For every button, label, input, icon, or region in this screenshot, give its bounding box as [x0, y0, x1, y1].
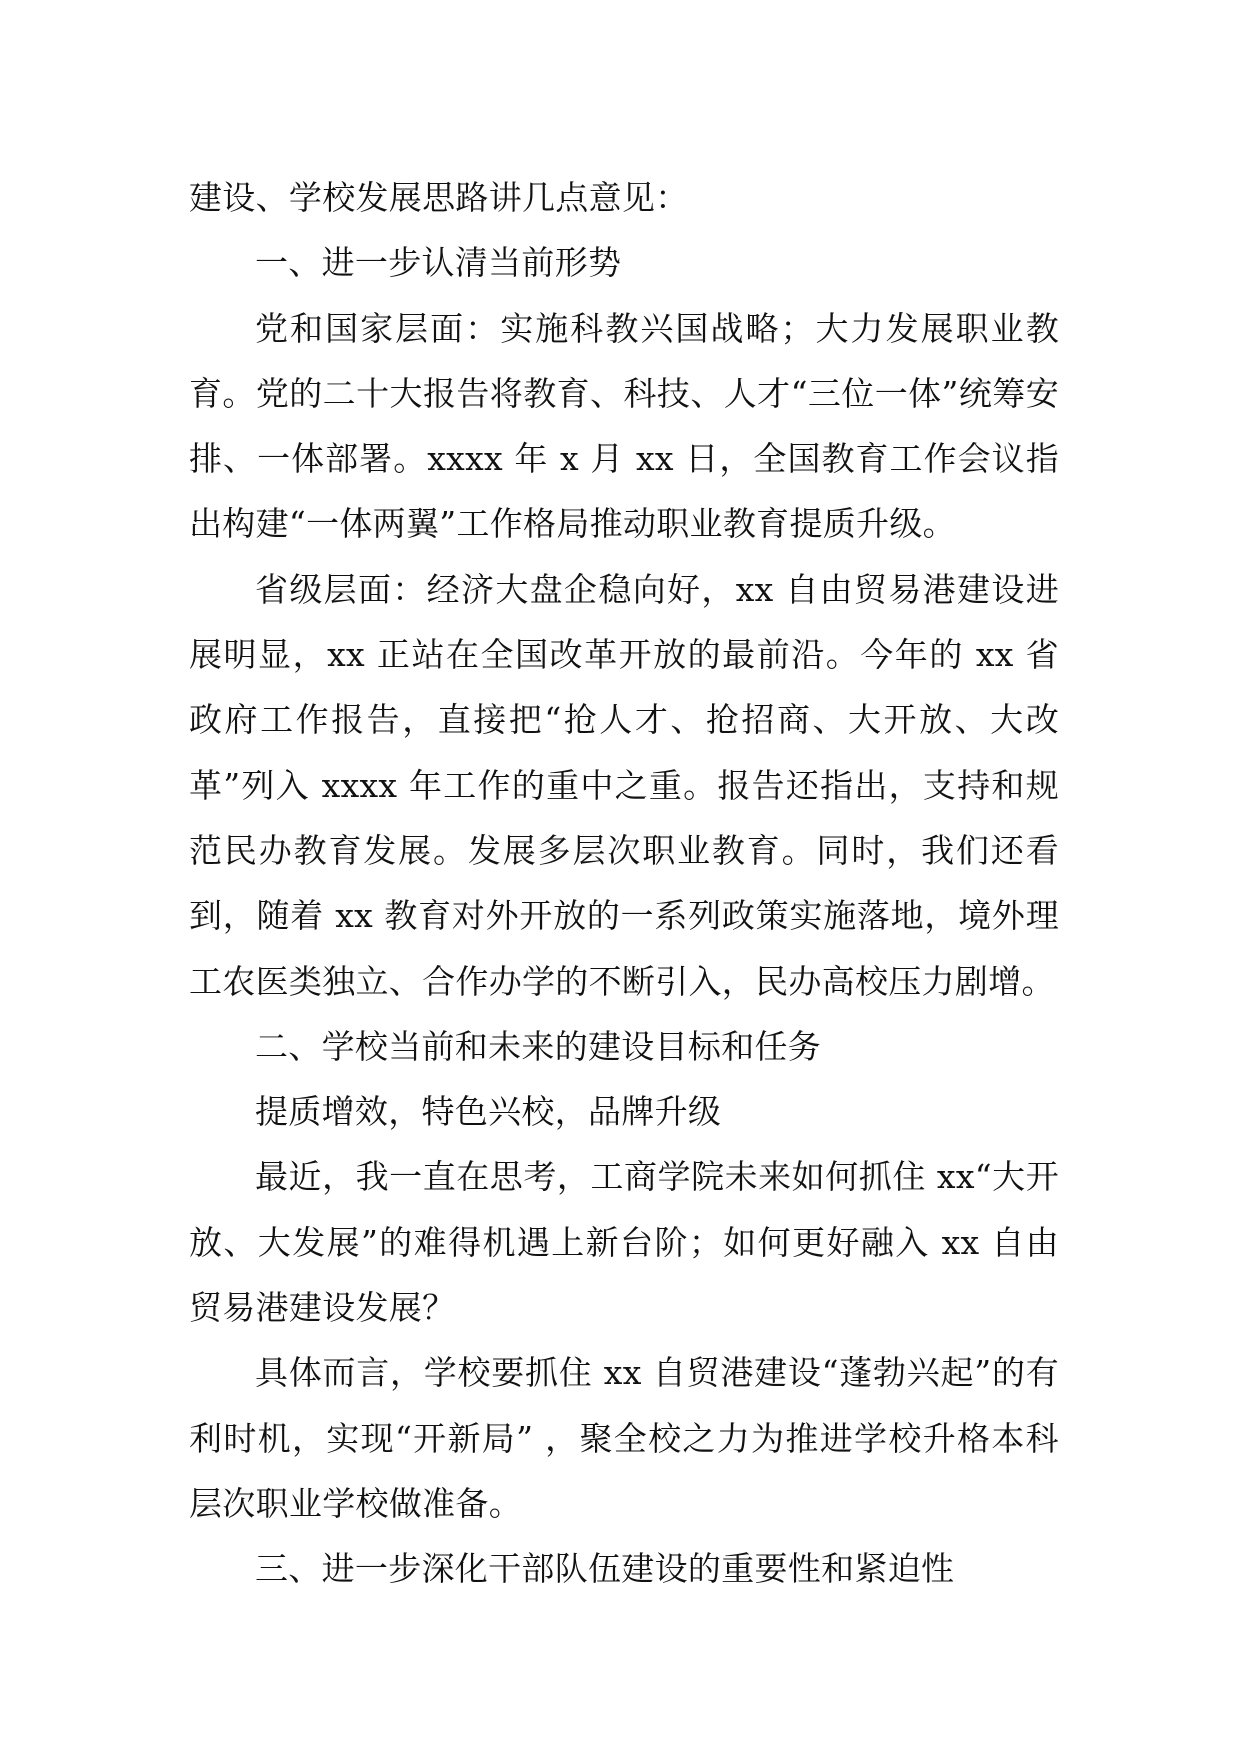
section-heading-1: 一、进一步认清当前形势	[255, 243, 622, 283]
paragraph-provincial-level: 省级层面：经济大盘企稳向好，xx 自由贸易港建设进展明显，xx 正站在全国改革开放的最前沿。今年的 xx 省政府工作报告，直接把“抢人才、抢招商、大开放、大改革”列入 xxxx 年工作的重中之重。报告还指出，支持和规范民办教育发展。发展多层次职业教育。同时，我们还看到，随着 xx 教育对外开放的一系列政策实施落地，境外理工农医类独立、合作办学的不断引入，民办高校压力剧增。	[189, 569, 1059, 1001]
paragraph-thinking: 最近，我一直在思考，工商学院未来如何抓住 xx“大开放、大发展”的难得机遇上新台阶；如何更好融入 xx 自由贸易港建设发展？	[189, 1157, 1059, 1328]
paragraph-slogan: 提质增效，特色兴校，品牌升级	[255, 1092, 722, 1132]
document-body	[189, 165, 1059, 1602]
section-heading-2: 二、学校当前和未来的建设目标和任务	[255, 1026, 822, 1066]
paragraph-specifics: 具体而言，学校要抓住 xx 自贸港建设“蓬勃兴起”的有利时机，实现“开新局” ，聚全校之力为推进学校升格本科层次职业学校做准备。	[189, 1353, 1059, 1523]
paragraph-continuation: 建设、学校发展思路讲几点意见：	[189, 178, 689, 217]
section-heading-3: 三、进一步深化干部队伍建设的重要性和紧迫性	[255, 1549, 955, 1589]
paragraph-national-level: 党和国家层面：实施科教兴国战略；大力发展职业教育。党的二十大报告将教育、科技、人才“三位一体”统筹安排、一体部署。xxxx 年 x 月 xx 日，全国教育工作会议指出构建“一体两翼”工作格局推动职业教育提质升级。	[189, 308, 1059, 544]
